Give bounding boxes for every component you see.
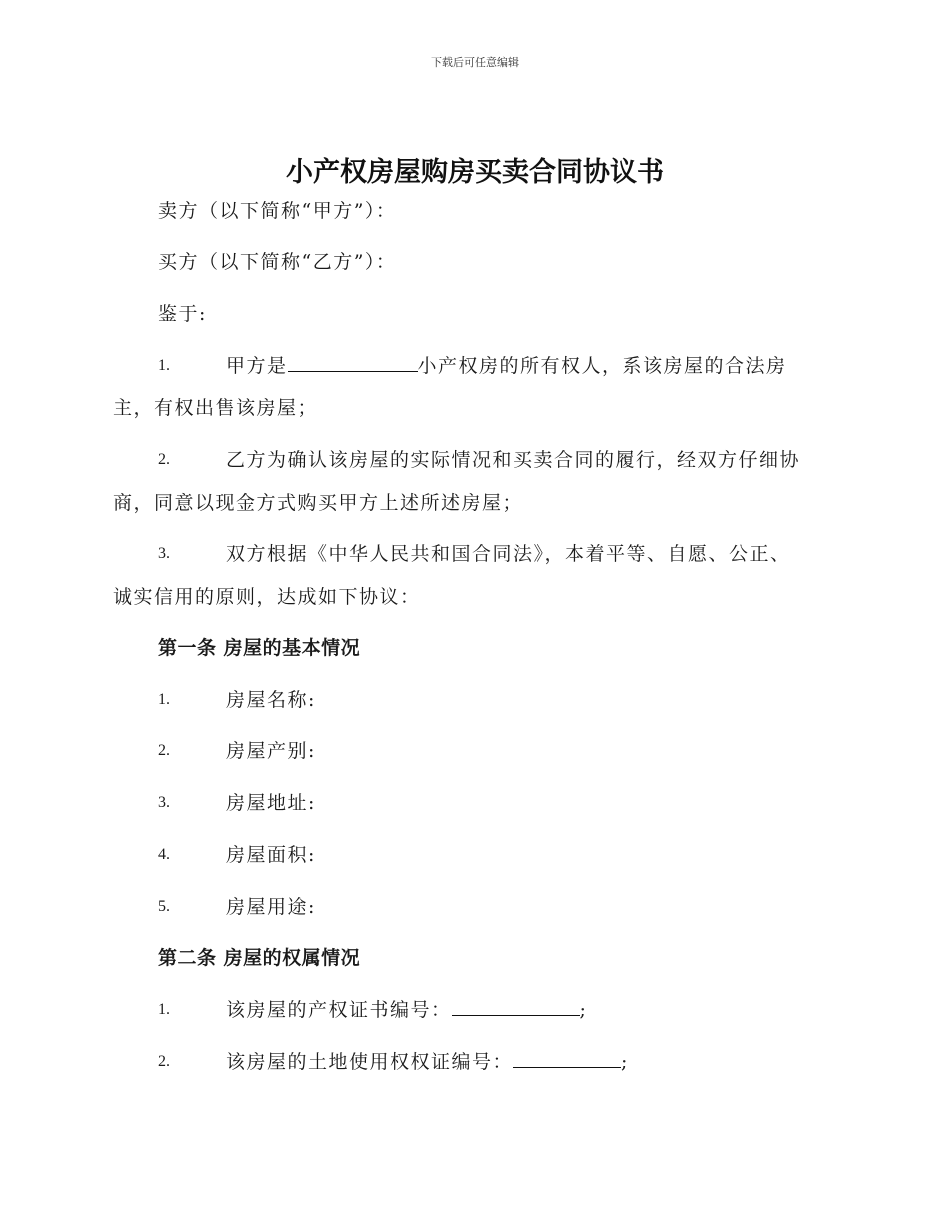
recital-2-number: 2. (158, 451, 170, 468)
recital-1-pre: 甲方是 (226, 355, 288, 377)
article-1-item-5-number: 5. (158, 898, 170, 915)
recital-1-post: 小产权房的所有权人，系该房屋的合法房 (417, 355, 787, 377)
land-certificate-blank-field[interactable] (513, 1049, 621, 1068)
whereas-label: 鉴于: (158, 303, 207, 325)
article-2-item-1-text (226, 997, 587, 1023)
recital-3-number: 3. (158, 545, 170, 562)
owner-blank-field[interactable] (288, 353, 418, 372)
article-1-item-4-number: 4. (158, 846, 170, 863)
page-title: 小产权房屋购房买卖合同协议书 (286, 157, 664, 188)
recital-2-text: 乙方为确认该房屋的实际情况和买卖合同的履行，经双方仔细协 (226, 449, 801, 471)
recital-1-number: 1. (158, 357, 170, 374)
recital-1-continuation: 主，有权出售该房屋； (113, 397, 319, 419)
article-2-item-2-post: ; (621, 1051, 629, 1073)
recital-1-text (226, 353, 787, 379)
article-1-item-5-text: 房屋用途: (226, 896, 316, 918)
article-1-item-3-number: 3. (158, 794, 170, 811)
article-1-item-1-text: 房屋名称: (226, 689, 316, 711)
buyer-line: 买方（以下简称“乙方”）： (158, 251, 397, 273)
article-2-item-2-text (226, 1049, 629, 1075)
article-1-heading: 第一条 房屋的基本情况 (158, 637, 361, 659)
article-2-heading: 第二条 房屋的权属情况 (158, 947, 361, 969)
article-2-item-2-number: 2. (158, 1053, 170, 1070)
recital-3-text: 双方根据《中华人民共和国合同法》，本着平等、自愿、公正、 (226, 543, 791, 565)
article-2-item-1-number: 1. (158, 1001, 170, 1018)
article-1-item-2-number: 2. (158, 742, 170, 759)
article-2-item-1-pre: 该房屋的产权证书编号： (226, 999, 452, 1021)
article-1-item-2-text: 房屋产别: (226, 740, 316, 762)
header-note: 下载后可任意编辑 (431, 56, 519, 69)
certificate-number-blank-field[interactable] (452, 997, 580, 1016)
article-1-item-4-text: 房屋面积: (226, 844, 316, 866)
article-2-item-1-post: ; (579, 999, 588, 1021)
recital-3-continuation: 诚实信用的原则，达成如下协议： (113, 586, 421, 608)
article-1-item-3-text: 房屋地址: (226, 792, 316, 814)
article-1-item-1-number: 1. (158, 691, 170, 708)
seller-line: 卖方（以下简称“甲方”）： (158, 200, 397, 222)
article-2-item-2-pre: 该房屋的土地使用权权证编号： (226, 1051, 514, 1073)
recital-2-continuation: 商，同意以现金方式购买甲方上述所述房屋； (113, 492, 524, 514)
